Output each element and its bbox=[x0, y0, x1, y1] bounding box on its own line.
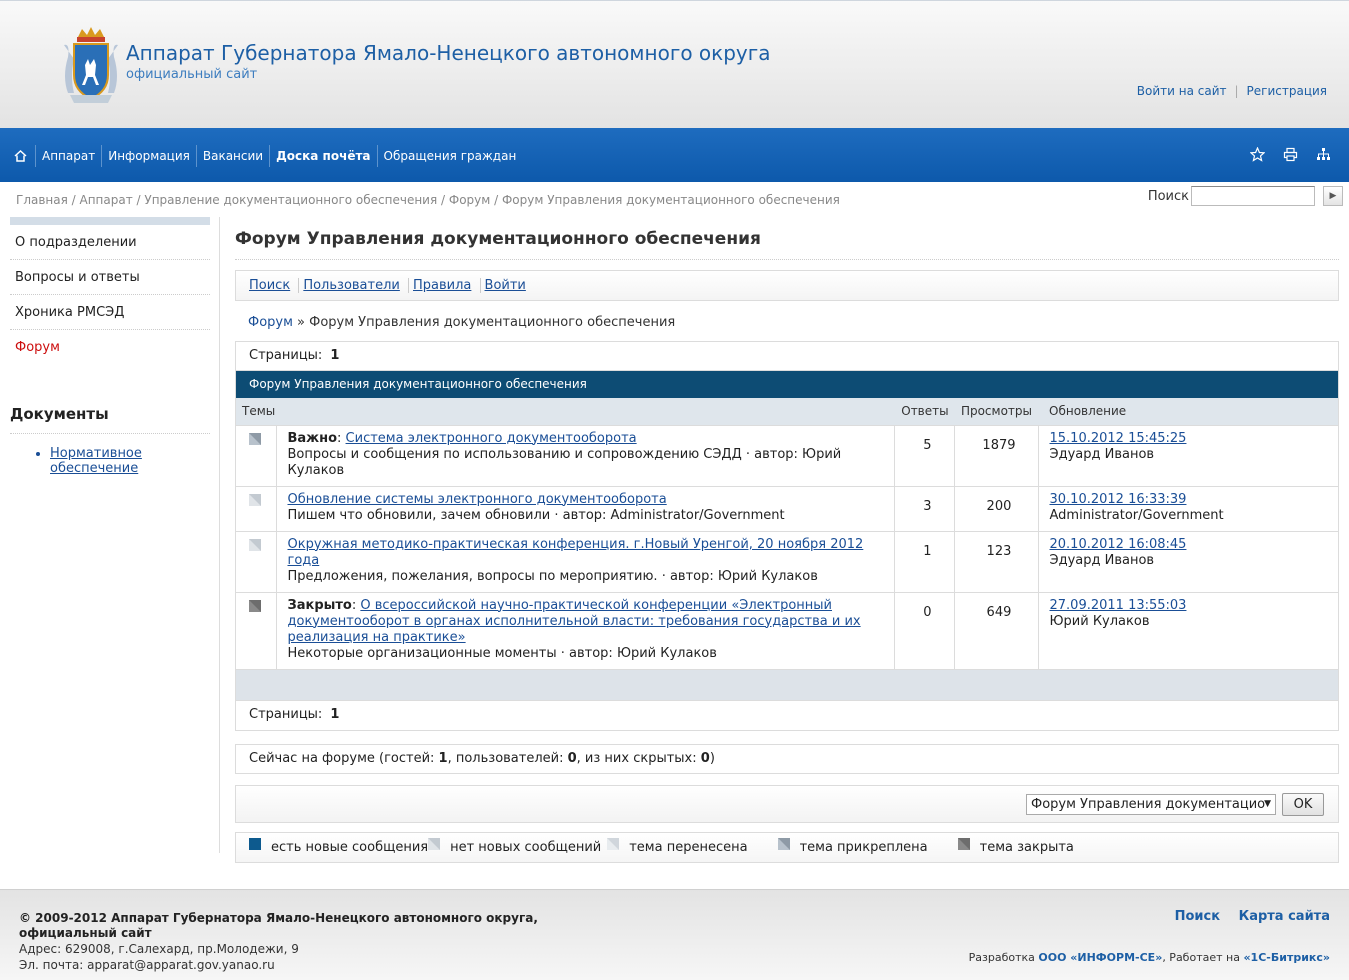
topic-last-post-link[interactable]: 15.10.2012 15:45:25 bbox=[1049, 430, 1187, 446]
topic-icon-cell bbox=[236, 486, 276, 531]
forum-crumb-link[interactable]: Форум bbox=[248, 315, 293, 330]
sidebar-item-faq[interactable]: Вопросы и ответы bbox=[10, 260, 210, 295]
topics-table-wrap bbox=[235, 371, 1339, 731]
nav-item-apparat[interactable]: Аппарат bbox=[35, 145, 101, 167]
documents-heading: Документы bbox=[10, 405, 210, 434]
table-row bbox=[236, 425, 1338, 486]
footer-links bbox=[1161, 909, 1330, 924]
sidebar-item-chronicle[interactable]: Хроника РМСЭД bbox=[10, 295, 210, 330]
table-row bbox=[236, 592, 1338, 669]
online-users: 0 bbox=[567, 751, 577, 766]
nav-item-vacancies[interactable]: Вакансии bbox=[196, 145, 269, 167]
nav-item-honor-board[interactable]: Доска почёта bbox=[269, 145, 376, 167]
topic-last-user: Administrator/Government bbox=[1049, 507, 1224, 523]
topic-pinned-icon bbox=[249, 433, 261, 445]
chevron-down-icon: ▼ bbox=[1264, 799, 1271, 809]
forum-menu-users[interactable]: Пользователи bbox=[298, 278, 404, 293]
site-header bbox=[0, 0, 1349, 128]
legend-label: тема закрыта bbox=[979, 840, 1074, 855]
legend-label: нет новых сообщений bbox=[450, 840, 602, 855]
table-footer-row bbox=[236, 669, 1338, 700]
online-text: Сейчас на форуме (гостей: bbox=[249, 751, 439, 766]
forum-menu bbox=[235, 270, 1339, 301]
topic-icon-cell bbox=[236, 592, 276, 669]
sidebar-item-about[interactable]: О подразделении bbox=[10, 225, 210, 260]
topic-prefix: Важно bbox=[287, 430, 338, 446]
list-item bbox=[36, 446, 210, 476]
topic-icon-cell bbox=[236, 425, 276, 486]
page-number[interactable]: 1 bbox=[330, 707, 340, 722]
dev-label: Разработка bbox=[968, 951, 1039, 964]
online-text: , пользователей: bbox=[447, 751, 568, 766]
pager-top bbox=[235, 341, 1339, 371]
print-icon[interactable] bbox=[1283, 147, 1298, 162]
page-title: Форум Управления документационного обеспечения bbox=[235, 226, 1339, 260]
new-messages-icon bbox=[249, 838, 261, 850]
topics-table bbox=[236, 398, 1338, 700]
site-subtitle: официальный сайт bbox=[126, 67, 258, 82]
favorites-icon[interactable] bbox=[1250, 147, 1265, 162]
forum-select[interactable] bbox=[1026, 794, 1276, 815]
nav-item-appeals[interactable]: Обращения граждан bbox=[377, 145, 523, 167]
topic-updated bbox=[1038, 531, 1338, 592]
nav-item-info[interactable]: Информация bbox=[101, 145, 196, 167]
topic-no-new-icon bbox=[249, 539, 261, 551]
topic-prefix: Закрыто bbox=[287, 597, 352, 613]
legend-label: тема перенесена bbox=[629, 840, 748, 855]
forum-menu-search[interactable]: Поиск bbox=[249, 278, 291, 293]
topic-last-user: Эдуард Иванов bbox=[1049, 552, 1155, 568]
dev-works-label: , Работает на bbox=[1162, 951, 1244, 964]
topic-updated bbox=[1038, 486, 1338, 531]
online-stats bbox=[235, 744, 1339, 774]
column-divider bbox=[219, 217, 220, 853]
footer-developer bbox=[969, 951, 1330, 964]
search-submit-button[interactable]: ▶ bbox=[1323, 186, 1343, 206]
col-replies: Ответы bbox=[895, 398, 955, 425]
footer-copyright bbox=[19, 911, 538, 941]
legend-item bbox=[778, 840, 928, 855]
sidebar-item-forum[interactable]: Форум bbox=[15, 340, 60, 355]
auth-separator: | bbox=[1234, 84, 1239, 98]
sitemap-icon[interactable] bbox=[1316, 147, 1331, 162]
copyright-line: © 2009-2012 Аппарат Губернатора Ямало-Ненецкого автономного округа, bbox=[19, 911, 538, 925]
page-number[interactable]: 1 bbox=[330, 348, 340, 363]
table-row bbox=[236, 486, 1338, 531]
col-updated: Обновление bbox=[1038, 398, 1338, 425]
dev-cms-link[interactable]: «1С-Битрикс» bbox=[1243, 951, 1330, 964]
forum-crumb-current: Форум Управления документационного обеспечения bbox=[309, 315, 676, 330]
register-link[interactable]: Регистрация bbox=[1246, 84, 1327, 98]
topic-replies: 5 bbox=[895, 425, 955, 486]
topic-last-user: Эдуард Иванов bbox=[1049, 446, 1155, 462]
home-icon[interactable] bbox=[8, 145, 35, 167]
closed-topic-icon bbox=[958, 838, 970, 850]
topic-cell: Закрыто: О всероссийской научно-практической конференции «Электронный документооборот в органах исполнительной власти: требования государства и их реализация на практике» Некоторые организационные моменты · автор: Юрий Кулаков bbox=[276, 592, 895, 669]
copyright-line: официальный сайт bbox=[19, 926, 152, 940]
legend-label: есть новые сообщения bbox=[271, 840, 429, 855]
topic-updated bbox=[1038, 425, 1338, 486]
topic-replies: 3 bbox=[895, 486, 955, 531]
main-nav bbox=[0, 128, 1349, 182]
online-text: , из них скрытых: bbox=[576, 751, 701, 766]
table-header-row bbox=[236, 398, 1338, 425]
topic-cell: Важно: Система электронного документооборота Вопросы и сообщения по использованию и сопровождению СЭДД · автор: Юрий Кулаков bbox=[276, 425, 895, 486]
forum-crumb-separator: » bbox=[297, 315, 306, 330]
topic-views: 123 bbox=[955, 531, 1038, 592]
forum-select-value: Форум Управления документацио bbox=[1031, 797, 1266, 812]
topic-last-user: Юрий Кулаков bbox=[1049, 613, 1150, 629]
topic-cell bbox=[276, 486, 895, 531]
footer-search-link[interactable]: Поиск bbox=[1174, 909, 1221, 924]
legend-item bbox=[607, 840, 747, 855]
forum-menu-login[interactable]: Войти bbox=[480, 278, 530, 293]
table-footer-cell bbox=[236, 669, 1338, 700]
forum-menu-rules[interactable]: Правила bbox=[408, 278, 475, 293]
table-row bbox=[236, 531, 1338, 592]
topic-updated bbox=[1038, 592, 1338, 669]
pages-label: Страницы: bbox=[249, 348, 323, 363]
topic-desc: Некоторые организационные моменты · автор: Юрий Кулаков bbox=[287, 645, 717, 661]
search-input[interactable] bbox=[1191, 186, 1315, 206]
topic-desc: Пишем что обновили, зачем обновили · автор: Administrator/Government bbox=[287, 507, 785, 523]
topic-icon-cell bbox=[236, 531, 276, 592]
site-search bbox=[1148, 186, 1343, 206]
topic-views: 1879 bbox=[955, 425, 1038, 486]
coat-of-arms-logo[interactable] bbox=[60, 27, 122, 105]
documents-list bbox=[36, 446, 210, 476]
pages-label: Страницы: bbox=[249, 707, 323, 722]
pinned-topic-icon bbox=[778, 838, 790, 850]
topic-desc: Вопросы и сообщения по использованию и сопровождению СЭДД · автор: Юрий Кулаков bbox=[287, 446, 842, 478]
legend bbox=[235, 832, 1339, 863]
search-label: Поиск bbox=[1147, 188, 1189, 204]
topic-no-new-icon bbox=[249, 494, 261, 506]
topic-replies: 0 bbox=[895, 592, 955, 669]
footer-contacts bbox=[19, 941, 299, 973]
topic-cell bbox=[276, 531, 895, 592]
forum-header: Форум Управления документационного обеспечения bbox=[236, 371, 1338, 398]
topic-link[interactable]: Обновление системы электронного документооборота bbox=[287, 491, 667, 507]
topic-views: 200 bbox=[955, 486, 1038, 531]
topic-replies: 1 bbox=[895, 531, 955, 592]
footer-address: Адрес: 629008, г.Салехард, пр.Молодежи, 9 bbox=[19, 942, 299, 956]
moved-topic-icon bbox=[607, 838, 619, 850]
doc-link-normative[interactable]: Нормативное обеспечение bbox=[50, 446, 142, 476]
login-link[interactable]: Войти на сайт bbox=[1136, 84, 1227, 98]
topic-link[interactable]: О всероссийской научно-практической конференции «Электронный документооборот в органах исполнительной власти: требования государства и их реализация на практике» bbox=[287, 597, 861, 645]
topic-last-post-link[interactable]: 27.09.2011 13:55:03 bbox=[1049, 597, 1187, 613]
dev-company-link[interactable]: ООО «ИНФОРМ-СЕ» bbox=[1038, 951, 1163, 964]
legend-item bbox=[428, 840, 601, 855]
topic-link[interactable]: Система электронного документооборота bbox=[345, 430, 637, 446]
topic-last-post-link[interactable]: 20.10.2012 16:08:45 bbox=[1049, 536, 1187, 552]
footer-email[interactable]: Эл. почта: apparat@apparat.gov.yanao.ru bbox=[19, 958, 275, 972]
auth-links bbox=[1137, 84, 1327, 98]
col-views: Просмотры bbox=[955, 398, 1038, 425]
topic-closed-icon bbox=[249, 600, 261, 612]
breadcrumb[interactable]: Главная / Аппарат / Управление документационного обеспечения / Форум / Форум Управления документационного обеспечения bbox=[16, 193, 840, 207]
online-hidden: 0 bbox=[700, 751, 710, 766]
forum-breadcrumb bbox=[235, 301, 1339, 341]
sidebar bbox=[10, 217, 210, 476]
ok-button[interactable]: OK bbox=[1282, 793, 1324, 816]
topic-link[interactable]: Окружная методико-практическая конференция. г.Новый Уренгой, 20 ноября 2012 года bbox=[287, 536, 864, 568]
legend-label: тема прикреплена bbox=[799, 840, 928, 855]
online-guests: 1 bbox=[438, 751, 448, 766]
main-content bbox=[235, 226, 1339, 863]
legend-item bbox=[249, 840, 428, 855]
site-footer bbox=[0, 889, 1349, 980]
topic-desc: Предложения, пожелания, вопросы по мероприятию. · автор: Юрий Кулаков bbox=[287, 568, 818, 584]
site-title[interactable]: Аппарат Губернатора Ямало-Ненецкого автономного округа bbox=[126, 41, 771, 65]
pager-bottom bbox=[236, 700, 1338, 730]
legend-item bbox=[958, 840, 1074, 855]
topic-views: 649 bbox=[955, 592, 1038, 669]
forum-jump bbox=[235, 785, 1339, 823]
col-topics: Темы bbox=[236, 398, 895, 425]
footer-sitemap-link[interactable]: Карта сайта bbox=[1238, 909, 1330, 924]
topic-last-post-link[interactable]: 30.10.2012 16:33:39 bbox=[1049, 491, 1187, 507]
no-new-messages-icon bbox=[428, 838, 440, 850]
online-text: ) bbox=[709, 751, 715, 766]
sidebar-top-bar bbox=[10, 217, 210, 225]
